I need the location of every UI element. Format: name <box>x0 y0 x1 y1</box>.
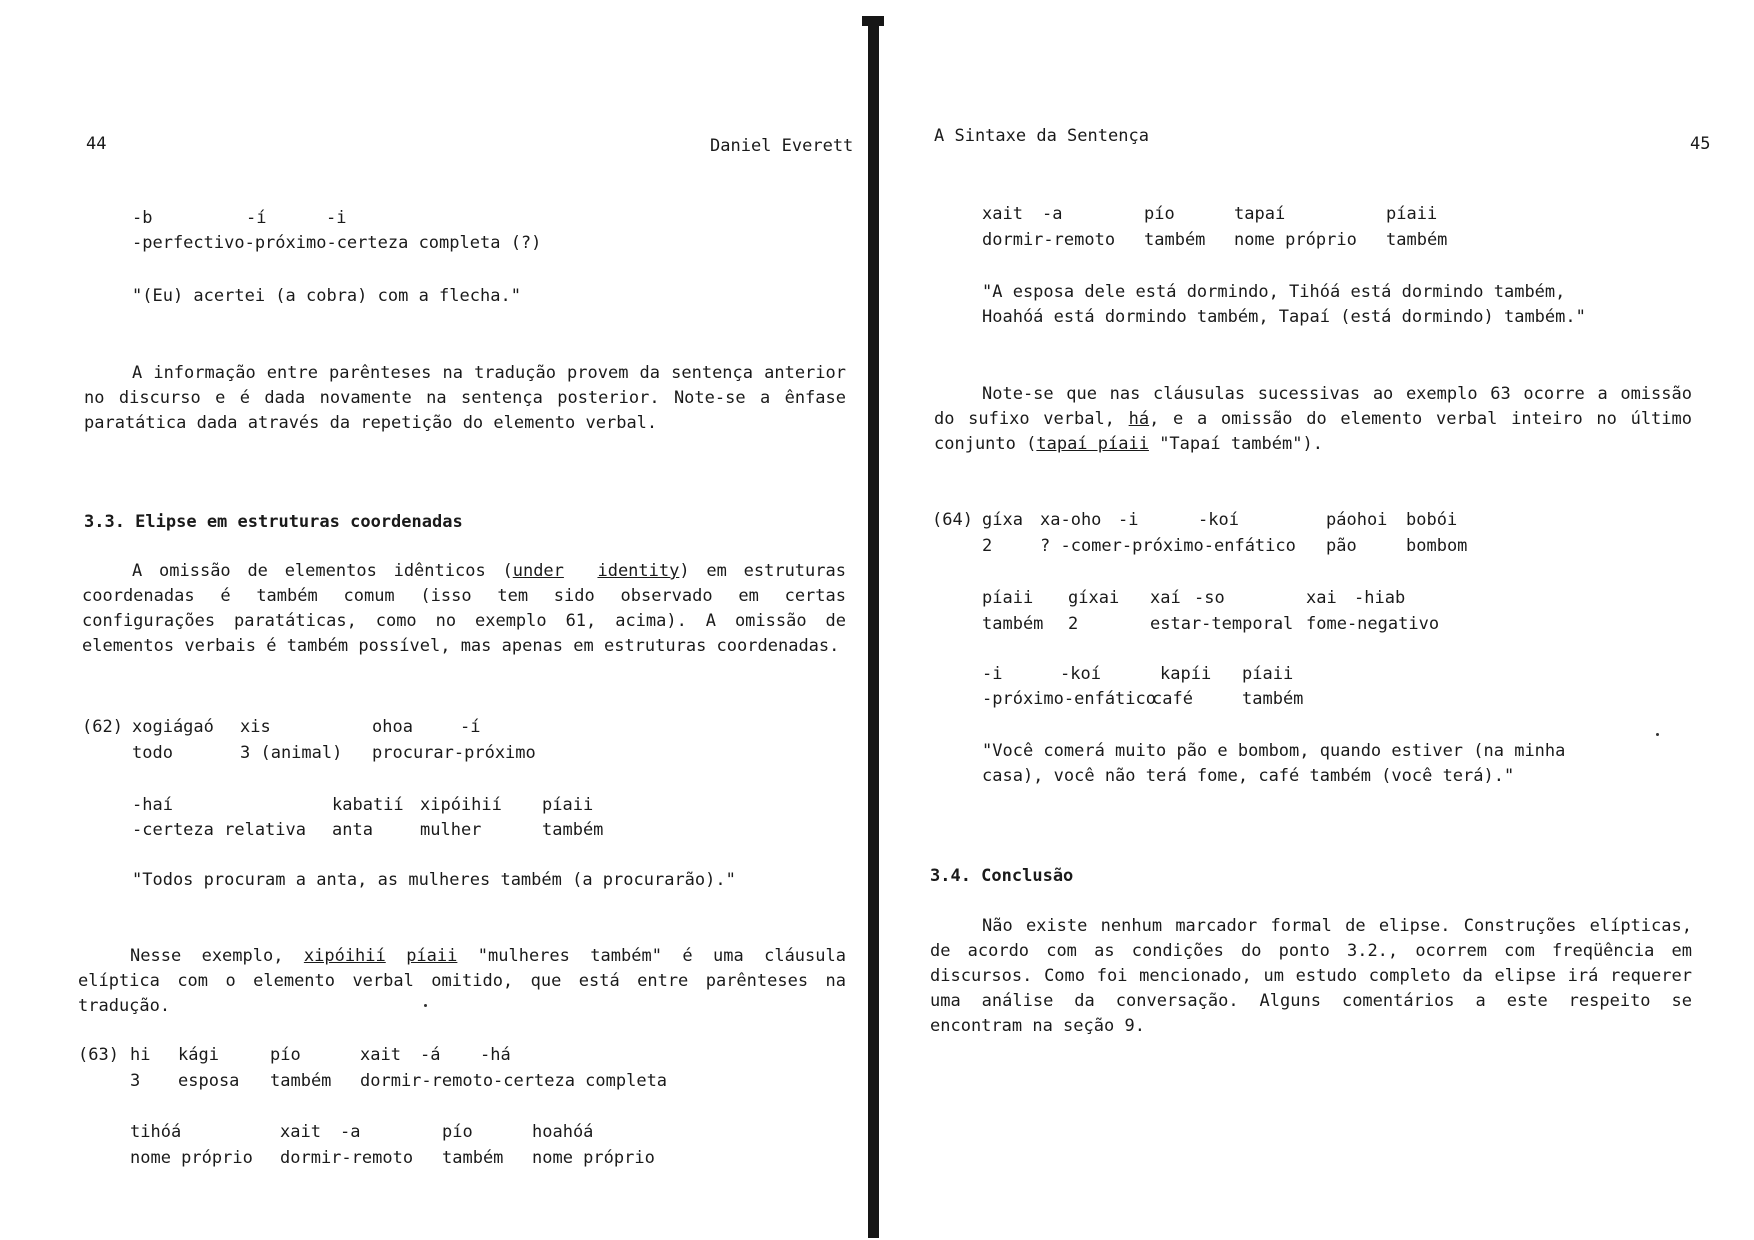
morpheme: -á <box>420 1045 441 1065</box>
morpheme: -koí <box>1060 664 1101 684</box>
gloss: bombom <box>1406 536 1468 556</box>
underlined-term: píaii <box>406 946 458 966</box>
morpheme: ohoa <box>372 717 413 737</box>
gloss: dormir-remoto <box>280 1148 414 1168</box>
morpheme: -i <box>1118 510 1139 530</box>
gloss: 3 <box>130 1071 141 1091</box>
morpheme: xai <box>1306 588 1337 608</box>
morpheme: bobói <box>1406 510 1458 530</box>
morpheme: -koí <box>1198 510 1239 530</box>
morpheme: xait <box>280 1122 321 1142</box>
gloss: anta <box>332 820 373 840</box>
morpheme: tihóá <box>130 1122 182 1142</box>
morpheme: pío <box>270 1045 301 1065</box>
example-number: (64) <box>932 510 973 530</box>
morpheme: -i <box>326 208 347 228</box>
morpheme: xait <box>982 204 1023 224</box>
gloss-line: -perfectivo-próximo-certeza completa (?) <box>132 233 542 253</box>
gloss: fome-negativo <box>1306 614 1440 634</box>
translation: "(Eu) acertei (a cobra) com a flecha." <box>132 286 521 306</box>
morpheme: xait <box>360 1045 401 1065</box>
gloss: também <box>1242 689 1304 709</box>
morpheme: píaii <box>542 795 594 815</box>
morpheme: xaí <box>1150 588 1181 608</box>
morpheme: píaii <box>1386 204 1438 224</box>
morpheme: pío <box>1144 204 1175 224</box>
text-run: A omissão de elementos idênticos ( <box>132 561 513 581</box>
example-number: (63) <box>78 1045 119 1065</box>
gloss: 2 <box>982 536 993 556</box>
section-heading: 3.4. Conclusão <box>930 866 1074 886</box>
morpheme: píaii <box>1242 664 1294 684</box>
gloss: -certeza relativa <box>132 820 306 840</box>
speck <box>1656 733 1659 736</box>
morpheme: -a <box>1042 204 1063 224</box>
morpheme: -í <box>460 717 481 737</box>
gloss: -próximo-enfático <box>982 689 1156 709</box>
gloss: esposa <box>178 1071 240 1091</box>
text-run: ) em estruturas coordenadas é também comum (isso tem sido observado em certas configurações paratáticas, como no exemplo 61, acima). A omissão de elementos verbais é também possível, mas apenas em estruturas coordenadas. <box>82 561 846 656</box>
underlined-term: xipóihií <box>303 946 386 966</box>
morpheme: -b <box>132 208 153 228</box>
morpheme: -í <box>246 208 267 228</box>
underlined-term: under <box>512 561 564 581</box>
right-page <box>890 0 1754 1240</box>
translation: casa), você não terá fome, café também (você terá)." <box>982 766 1515 786</box>
gloss: pão <box>1326 536 1357 556</box>
underlined-term: identity <box>597 561 680 581</box>
paragraph <box>934 382 1692 457</box>
morpheme: -i <box>982 664 1003 684</box>
gloss: também <box>1386 230 1448 250</box>
text-run: Nesse exemplo, <box>130 946 304 966</box>
morpheme: xa-oho <box>1040 510 1102 530</box>
running-header: A Sintaxe da Sentença <box>934 126 1149 146</box>
gloss: mulher <box>420 820 482 840</box>
translation: Hoahóá está dormindo também, Tapaí (está dormindo) também." <box>982 307 1586 327</box>
gloss: estar-temporal <box>1150 614 1294 634</box>
translation: "Você comerá muito pão e bombom, quando estiver (na minha <box>982 741 1566 761</box>
gloss: todo <box>132 743 173 763</box>
morpheme: xis <box>240 717 271 737</box>
text-run: "Tapaí também"). <box>1148 434 1323 454</box>
gloss: 3 (animal) <box>240 743 343 763</box>
gloss: café <box>1152 689 1193 709</box>
gloss: 2 <box>1068 614 1079 634</box>
text-run: , e a omissão do elemento verbal inteiro no último conjunto ( <box>934 409 1693 454</box>
gloss: nome próprio <box>130 1148 253 1168</box>
text-run: "mulheres também" é uma cláusula elíptica com o elemento verbal omitido, que está entre parênteses na tradução. <box>78 946 846 1016</box>
translation: "A esposa dele está dormindo, Tihóá está dormindo também, <box>982 282 1566 302</box>
morpheme: pío <box>442 1122 473 1142</box>
morpheme: xipóihií <box>420 795 502 815</box>
paragraph <box>78 944 846 1019</box>
text-run: Note-se que nas cláusulas sucessivas ao exemplo 63 ocorre a omissão do sufixo verbal, <box>934 384 1692 429</box>
gloss: também <box>982 614 1044 634</box>
paragraph <box>82 559 846 659</box>
gloss: também <box>1144 230 1206 250</box>
morpheme: -so <box>1194 588 1225 608</box>
page-number: 45 <box>1690 134 1711 154</box>
morpheme: -a <box>340 1122 361 1142</box>
paragraph: A informação entre parênteses na tradução provem da sentença anterior no discurso e é dada novamente na sentença posterior. Note-se a ênfase paratática dada através da repetição do elemento verbal. <box>84 363 846 433</box>
morpheme: kági <box>178 1045 219 1065</box>
morpheme: xogiágaó <box>132 717 214 737</box>
gloss: também <box>542 820 604 840</box>
speck <box>424 1004 427 1007</box>
gloss: procurar-próximo <box>372 743 536 763</box>
morpheme: -há <box>480 1045 511 1065</box>
example-number: (62) <box>82 717 123 737</box>
morpheme: -haí <box>132 795 173 815</box>
morpheme: píaii <box>982 588 1034 608</box>
morpheme: hi <box>130 1045 151 1065</box>
running-header: Daniel Everett <box>710 136 854 156</box>
morpheme: kapíi <box>1160 664 1212 684</box>
underlined-term: há <box>1128 409 1150 429</box>
gloss: também <box>442 1148 504 1168</box>
morpheme: páohoi <box>1326 510 1388 530</box>
morpheme: hoahóá <box>532 1122 594 1142</box>
page-number: 44 <box>86 134 107 154</box>
gloss: também <box>270 1071 332 1091</box>
translation: "Todos procuram a anta, as mulheres também (a procurarão)." <box>132 870 736 890</box>
gloss: nome próprio <box>1234 230 1357 250</box>
section-heading: 3.3. Elipse em estruturas coordenadas <box>84 512 463 532</box>
gloss: dormir-remoto <box>982 230 1116 250</box>
morpheme: gíxa <box>982 510 1023 530</box>
underlined-term: tapaí píaii <box>1036 434 1149 454</box>
gloss: dormir-remoto-certeza completa <box>360 1071 668 1091</box>
paragraph: Não existe nenhum marcador formal de elipse. Construções elípticas, de acordo com as condições do ponto 3.2., ocorrem com freqüência em discursos. Como foi mencionado, um estudo completo da elipse irá requerer uma análise da conversação. Alguns comentários a este respeito se encontram na seção 9. <box>930 916 1692 1036</box>
gloss: ? -comer-próximo-enfático <box>1040 536 1296 556</box>
gloss: nome próprio <box>532 1148 655 1168</box>
morpheme: -hiab <box>1354 588 1406 608</box>
left-page <box>0 0 870 1240</box>
morpheme: tapaí <box>1234 204 1286 224</box>
morpheme: gíxai <box>1068 588 1120 608</box>
morpheme: kabatií <box>332 795 404 815</box>
